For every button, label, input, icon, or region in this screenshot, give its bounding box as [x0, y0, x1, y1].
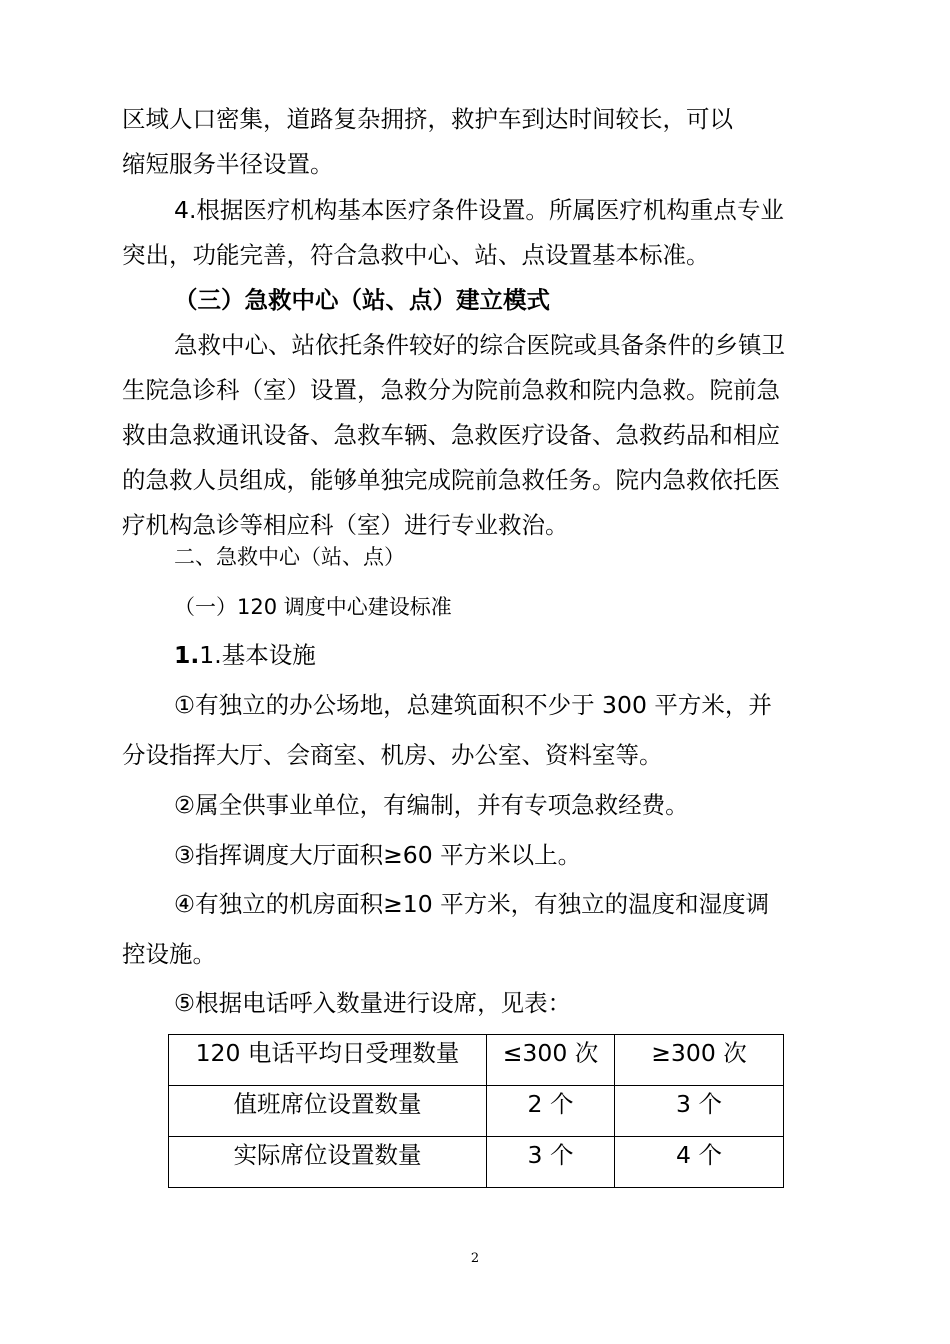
table-cell: 实际席位设置数量: [169, 1137, 487, 1188]
paragraph-line: 缩短服务半径设置。: [122, 150, 334, 178]
table-row: [169, 1137, 784, 1188]
paragraph-line: 急救中心、站依托条件较好的综合医院或具备条件的乡镇卫: [174, 331, 785, 359]
list-item: ④有独立的机房面积≥10 平方米，有独立的温度和湿度调: [174, 890, 770, 918]
table-cell: 3 个: [487, 1137, 615, 1188]
table-row: [169, 1086, 784, 1137]
subsection-heading: （一）120 调度中心建设标准: [174, 595, 452, 619]
table-cell: 值班席位设置数量: [169, 1086, 487, 1137]
table-cell: 120 电话平均日受理数量: [169, 1035, 487, 1086]
paragraph-line: 的急救人员组成，能够单独完成院前急救任务。院内急救依托医: [122, 466, 780, 494]
table-cell: ≥300 次: [615, 1035, 784, 1086]
seat-table: [168, 1034, 784, 1188]
paragraph-line: 4.根据医疗机构基本医疗条件设置。所属医疗机构重点专业: [174, 196, 784, 224]
paragraph-line: 区域人口密集，道路复杂拥挤，救护车到达时间较长，可以: [122, 105, 733, 133]
paragraph-line: 疗机构急诊等相应科（室）进行专业救治。: [122, 511, 569, 539]
item-heading: 1.1.基本设施: [174, 641, 316, 669]
page-number: 2: [470, 1251, 480, 1266]
list-item-continuation: 控设施。: [122, 940, 216, 968]
paragraph-line: 突出，功能完善，符合急救中心、站、点设置基本标准。: [122, 241, 710, 269]
list-item-continuation: 分设指挥大厅、会商室、机房、办公室、资料室等。: [122, 741, 663, 769]
list-item: ①有独立的办公场地，总建筑面积不少于 300 平方米，并: [174, 691, 772, 719]
table-cell: 4 个: [615, 1137, 784, 1188]
table-cell: ≤300 次: [487, 1035, 615, 1086]
section-heading: （三）急救中心（站、点）建立模式: [174, 286, 550, 314]
paragraph-line: 救由急救通讯设备、急救车辆、急救医疗设备、急救药品和相应: [122, 421, 780, 449]
table-cell: 2 个: [487, 1086, 615, 1137]
item-heading-text: 1.基本设施: [199, 641, 316, 669]
list-item: ③指挥调度大厅面积≥60 平方米以上。: [174, 841, 582, 869]
paragraph-line: 生院急诊科（室）设置，急救分为院前急救和院内急救。院前急: [122, 376, 780, 404]
list-item: ②属全供事业单位，有编制，并有专项急救经费。: [174, 791, 689, 819]
table-header-row: [169, 1035, 784, 1086]
chapter-heading: 二、急救中心（站、点）: [174, 545, 405, 569]
table-cell: 3 个: [615, 1086, 784, 1137]
list-item: ⑤根据电话呼入数量进行设席，见表：: [174, 989, 572, 1017]
